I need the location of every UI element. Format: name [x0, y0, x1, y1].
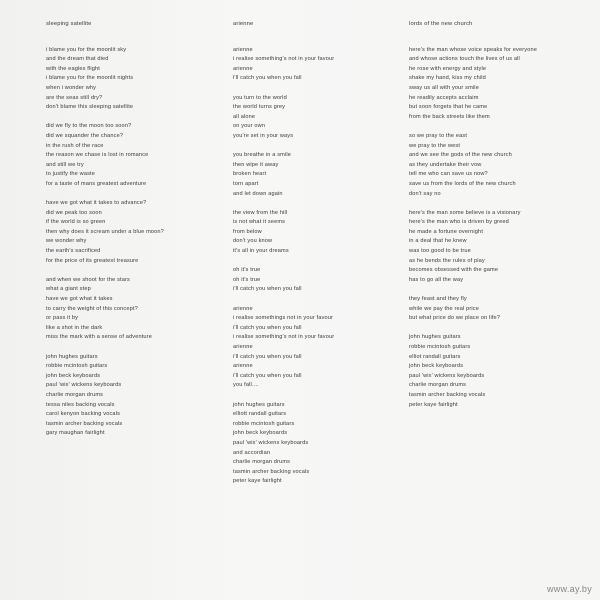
lyric-line: the view from the hill — [233, 209, 288, 216]
lyric-line: all alone — [233, 113, 256, 120]
lyric-line: did we squander the chance? — [46, 132, 124, 139]
stanza — [233, 151, 334, 199]
lyric-line: what a giant step — [46, 286, 91, 293]
stanza — [233, 266, 334, 295]
lyric-line: and whose actions touch the lives of us all — [409, 56, 520, 63]
lyric-line: john hughes guitars — [46, 353, 98, 360]
lyric-line: paul 'wix' wickens keyboards — [46, 382, 122, 389]
lyric-line: and we see the gods of the new church — [409, 152, 512, 159]
lyric-line: we wonder why — [46, 238, 87, 245]
lyric-line: so we pray to the east — [409, 132, 468, 139]
lyric-line: you breathe in a smile — [233, 152, 292, 159]
stanza — [233, 46, 334, 84]
lyric-line: they feast and they fly — [409, 296, 467, 303]
lyric-line: have we got what it takes — [46, 296, 113, 303]
lyric-line: tasmin archer backing vocals — [233, 468, 310, 475]
stanza — [233, 94, 334, 142]
song-title: sleeping satellite — [46, 21, 92, 27]
stanza — [409, 333, 537, 410]
lyric-line: are the seas still dry? — [46, 94, 103, 101]
lyric-line: tasmin archer backing vocals — [46, 420, 123, 427]
lyric-line: peter kaye fairlight — [233, 478, 282, 485]
lyric-line: john beck keyboards — [233, 430, 288, 437]
stanza-list — [46, 46, 164, 439]
lyric-line: you fall.... — [233, 382, 259, 389]
lyric-line: or pass it by — [46, 315, 79, 322]
stanza — [46, 276, 164, 343]
lyric-line: john hughes guitars — [233, 401, 285, 408]
lyric-line: elliott randall guitars — [233, 411, 287, 418]
lyric-line: oh it's true — [233, 276, 261, 283]
stanza — [46, 353, 164, 439]
lyric-line: here's the man whose voice speaks for everyone — [409, 46, 537, 53]
lyric-line: i realise something's not in your favour — [233, 56, 335, 63]
lyric-line: don't say no — [409, 190, 441, 197]
lyric-line: but soon forgets that he came — [409, 104, 488, 111]
lyric-line: peter kaye fairlight — [409, 401, 458, 408]
stanza — [233, 305, 334, 391]
column-lords-of-the-new-church — [409, 20, 537, 420]
lyric-line: torn apart — [233, 180, 259, 187]
lyric-line: elliot randall guitars — [409, 353, 461, 360]
lyric-line: gary maughan fairlight — [46, 430, 105, 437]
lyric-line: arienne — [233, 344, 253, 350]
lyric-line: save us from the lords of the new church — [409, 180, 516, 187]
lyric-line: then wipe it away — [233, 161, 279, 168]
stanza — [233, 209, 334, 257]
watermark: www.ay.by — [546, 584, 592, 594]
lyric-line: you turn to the world — [233, 94, 287, 101]
lyric-line: robbie mcintosh guitars — [46, 363, 108, 370]
lyric-line: for the price of its greatest treasure — [46, 257, 139, 264]
lyric-line: don't you know — [233, 238, 273, 245]
lyric-line: and still we try — [46, 161, 84, 168]
lyric-line: i blame you for the moonlit nights — [46, 75, 134, 82]
lyric-line: charlie morgan drums — [46, 391, 104, 398]
lyric-line: miss the mark with a sense of adventure — [46, 334, 152, 341]
lyric-line: i realise somethings not in your favour — [233, 315, 334, 322]
lyric-line: john beck keyboards — [409, 363, 464, 370]
lyric-line: the world turns grey — [233, 104, 286, 111]
lyric-line: charlie morgan drums — [233, 459, 291, 466]
lyric-line: on your own — [233, 123, 266, 130]
lyric-line: have we got what it takes to advance? — [46, 200, 147, 207]
lyric-line: has to go all the way — [409, 276, 464, 283]
lyric-line: here's the man who is driven by greed — [409, 219, 509, 226]
lyric-line: tasmin archer backing vocals — [409, 391, 486, 398]
lyric-line: as they undertake their vow — [409, 161, 482, 168]
lyric-line: i'll catch you when you fall — [233, 286, 302, 293]
lyric-line: the earth's sacrificed — [46, 248, 101, 255]
stanza-list — [409, 46, 537, 411]
lyric-line: here's the man some believe is a visionary — [409, 209, 521, 216]
lyric-line: it's all in your dreams — [233, 248, 289, 255]
lyric-line: john beck keyboards — [46, 372, 101, 379]
lyric-line: arienne — [233, 363, 253, 370]
lyric-line: i realise something's not in your favour — [233, 334, 335, 341]
song-title: arienne — [233, 21, 254, 27]
lyric-line: for a taste of mans greatest adventure — [46, 180, 147, 187]
lyric-line: arienne — [233, 46, 253, 53]
lyric-line: tell me who can save us now? — [409, 171, 488, 178]
song-title: lords of the new church — [409, 21, 473, 27]
stanza — [46, 46, 164, 113]
lyric-line: but what price do we place on life? — [409, 315, 501, 322]
lyric-line: i'll catch you when you fall — [233, 372, 302, 379]
lyric-line: i'll catch you when you fall — [233, 75, 302, 82]
lyric-line: i'll catch you when you fall — [233, 353, 302, 360]
lyric-line: when i wonder why — [46, 84, 97, 91]
lyric-line: in a deal that he knew — [409, 238, 467, 245]
lyric-line: to justify the waste — [46, 171, 96, 178]
lyric-line: like a shot in the dark — [46, 324, 103, 331]
lyric-line: is not what it seems — [233, 219, 286, 226]
lyric-line: we pray to the west — [409, 142, 461, 149]
lyric-line: don't blame this sleeping satellite — [46, 104, 134, 111]
lyric-line: the reason we chase is lost in romance — [46, 152, 149, 159]
lyric-line: he made a fortune overnight — [409, 228, 484, 235]
lyric-line: to carry the weight of this concept? — [46, 305, 138, 312]
lyric-line: charlie morgan drums — [409, 382, 467, 389]
lyric-line: broken heart — [233, 171, 267, 178]
stanza — [409, 46, 537, 123]
lyric-line: i'll catch you when you fall — [233, 324, 302, 331]
lyric-line: and the dream that died — [46, 56, 109, 63]
lyric-line: in the rush of the race — [46, 142, 104, 149]
lyric-line: from below — [233, 228, 262, 235]
lyric-line: you're set in your ways — [233, 132, 294, 139]
lyric-line: john hughes guitars — [409, 334, 461, 341]
lyric-line: sway us all with your smile — [409, 84, 479, 91]
lyric-line: did we peak too soon — [46, 209, 102, 216]
lyric-line: carol kenyon backing vocals — [46, 411, 121, 418]
stanza — [409, 209, 537, 286]
stanza — [233, 401, 334, 487]
lyric-line: becomes obsessed with the game — [409, 267, 499, 274]
lyric-line: oh it's true — [233, 267, 261, 274]
lyric-line: paul 'wix' wickens keyboards — [409, 372, 485, 379]
lyric-line: he readily accepts acclaim — [409, 94, 479, 101]
lyric-line: arienne — [233, 65, 253, 72]
lyric-line: he rose with energy and style — [409, 65, 487, 72]
lyric-line: as he bends the rules of play — [409, 257, 485, 264]
lyric-line: from the back streets like them — [409, 113, 490, 120]
stanza-list — [233, 46, 334, 487]
lyric-line: and accordian — [233, 449, 271, 456]
lyric-line: shake my hand, kiss my child — [409, 75, 486, 82]
lyric-line: i blame you for the moonlit sky — [46, 46, 127, 53]
lyric-line: was too good to be true — [409, 248, 471, 255]
lyric-line: while we pay the real price — [409, 305, 479, 312]
lyric-line: and let down again — [233, 190, 283, 197]
lyric-line: with the eagles flight — [46, 65, 100, 72]
lyric-line: arienne — [233, 305, 253, 312]
lyric-line: and when we shoot for the stars — [46, 276, 130, 283]
lyric-line: did we fly to the moon too soon? — [46, 123, 132, 130]
lyric-line: paul 'wix' wickens keyboards — [233, 439, 309, 446]
lyric-line: robbie mcintosh guitars — [233, 420, 295, 427]
stanza — [409, 295, 537, 324]
stanza — [46, 122, 164, 189]
stanza — [46, 199, 164, 266]
column-arienne — [233, 20, 334, 497]
column-sleeping-satellite — [46, 20, 164, 449]
lyric-line: if the world is so green — [46, 219, 106, 226]
lyric-line: tessa niles backing vocals — [46, 401, 115, 408]
lyric-line: robbie mcintosh guitars — [409, 344, 471, 350]
stanza — [409, 132, 537, 199]
lyric-line: then why does it scream under a blue moon? — [46, 228, 164, 235]
